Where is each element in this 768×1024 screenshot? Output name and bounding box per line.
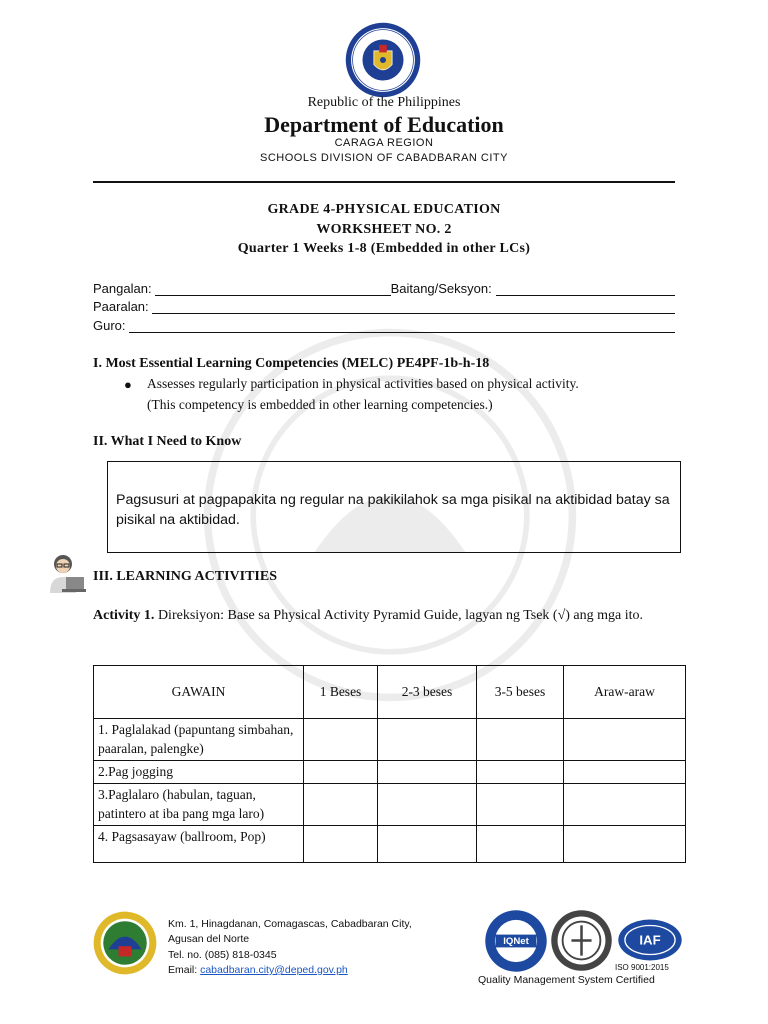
footer-tel: Tel. no. (085) 818-0345 xyxy=(168,948,277,961)
header-2-3-beses: 2-3 beses xyxy=(378,666,477,719)
teacher-field-row xyxy=(93,318,675,333)
iso-label: ISO 9001:2015 xyxy=(615,963,669,972)
name-field-row xyxy=(93,281,675,296)
know-box-text: Pagsusuri at pagpapakita ng regular na pakikilahok sa mga pisikal na aktibidad batay sa pisikal na aktibidad. xyxy=(116,492,670,528)
iaf-logo-icon xyxy=(617,918,683,962)
melc-heading: I. Most Essential Learning Competencies (MELC) PE4PF-1b-h-18 xyxy=(93,356,490,371)
footer-email-link[interactable]: cabadbaran.city@deped.gov.ph xyxy=(200,963,348,976)
qms-label: Quality Management System Certified xyxy=(478,974,655,986)
activity-text: Direksiyon: Base sa Physical Activity Pyramid Guide, lagyan ng Tsek (√) ang mga ito. xyxy=(154,608,644,623)
worksheet-subject: GRADE 4-PHYSICAL EDUCATION xyxy=(267,202,501,217)
deped-seal-icon xyxy=(345,22,421,98)
table-row xyxy=(94,761,686,784)
student-laptop-icon xyxy=(46,553,88,593)
section-input-line[interactable] xyxy=(496,282,675,296)
melc-line-1: Assesses regularly participation in physical activities based on physical activity. xyxy=(147,376,579,391)
table-row xyxy=(94,719,686,761)
know-heading: II. What I Need to Know xyxy=(93,434,242,449)
footer-address-2: Agusan del Norte xyxy=(168,933,250,946)
check-cell[interactable] xyxy=(564,719,686,761)
school-label: Paaralan: xyxy=(93,299,149,314)
header-1-beses: 1 Beses xyxy=(304,666,378,719)
iqnet-certified-icon xyxy=(484,909,548,973)
check-cell[interactable] xyxy=(477,719,564,761)
footer-address-1: Km. 1, Hinagdanan, Comagascas, Cabadbaran City, xyxy=(168,918,412,930)
row-activity-cell: 4. Pagsasayaw (ballroom, Pop) xyxy=(94,826,304,863)
check-cell[interactable] xyxy=(477,826,564,863)
row-activity-cell: 2.Pag jogging xyxy=(94,761,304,784)
footer-contact xyxy=(168,917,412,978)
header-divider xyxy=(93,181,675,183)
certification-body-icon xyxy=(550,909,613,972)
department-title: Department of Education xyxy=(264,112,504,137)
check-cell[interactable] xyxy=(378,784,477,826)
worksheet-number: WORKSHEET NO. 2 xyxy=(316,222,452,237)
check-cell[interactable] xyxy=(378,719,477,761)
footer-email-label: Email: xyxy=(168,963,201,976)
name-label: Pangalan: xyxy=(93,281,152,296)
name-input-line[interactable] xyxy=(155,282,391,296)
division-text: SCHOOLS DIVISION OF CABADBARAN CITY xyxy=(260,152,508,164)
check-cell[interactable] xyxy=(564,784,686,826)
check-cell[interactable] xyxy=(304,761,378,784)
activities-heading: III. LEARNING ACTIVITIES xyxy=(93,569,278,584)
check-cell[interactable] xyxy=(378,761,477,784)
check-cell[interactable] xyxy=(304,784,378,826)
row-activity-cell: 3.Paglalaro (habulan, taguan, patintero at iba pang mga laro) xyxy=(94,784,304,826)
header-gawain: GAWAIN xyxy=(94,666,304,719)
header-3-5-beses: 3-5 beses xyxy=(477,666,564,719)
teacher-input-line[interactable] xyxy=(129,319,675,333)
check-cell[interactable] xyxy=(304,719,378,761)
row-activity-cell: 1. Paglalakad (papuntang simbahan, paaralan, palengke) xyxy=(94,719,304,761)
activity-table xyxy=(93,665,686,863)
table-row xyxy=(94,826,686,863)
check-cell[interactable] xyxy=(477,784,564,826)
check-cell[interactable] xyxy=(304,826,378,863)
check-cell[interactable] xyxy=(477,761,564,784)
check-cell[interactable] xyxy=(378,826,477,863)
school-input-line[interactable] xyxy=(152,300,675,314)
region-text: CARAGA REGION xyxy=(334,137,434,149)
republic-text: Republic of the Philippines xyxy=(307,95,461,110)
worksheet-quarter: Quarter 1 Weeks 1-8 (Embedded in other LCs) xyxy=(237,241,531,256)
activity-instructions xyxy=(93,606,673,626)
table-header-row xyxy=(94,666,686,719)
header-araw-araw: Araw-araw xyxy=(564,666,686,719)
table-row xyxy=(94,784,686,826)
iqnet-label: IQNet xyxy=(503,936,529,948)
footer-email-row xyxy=(168,963,412,978)
division-seal-icon xyxy=(93,911,157,975)
section-label: Baitang/Seksyon: xyxy=(390,281,492,296)
activity-label: Activity 1. xyxy=(93,608,155,623)
melc-line-2: (This competency is embedded in other learning competencies.) xyxy=(147,397,493,412)
bullet-icon: ● xyxy=(124,377,132,392)
teacher-label: Guro: xyxy=(93,318,126,333)
school-field-row xyxy=(93,299,675,314)
check-cell[interactable] xyxy=(564,761,686,784)
check-cell[interactable] xyxy=(564,826,686,863)
iaf-label: IAF xyxy=(639,932,661,948)
